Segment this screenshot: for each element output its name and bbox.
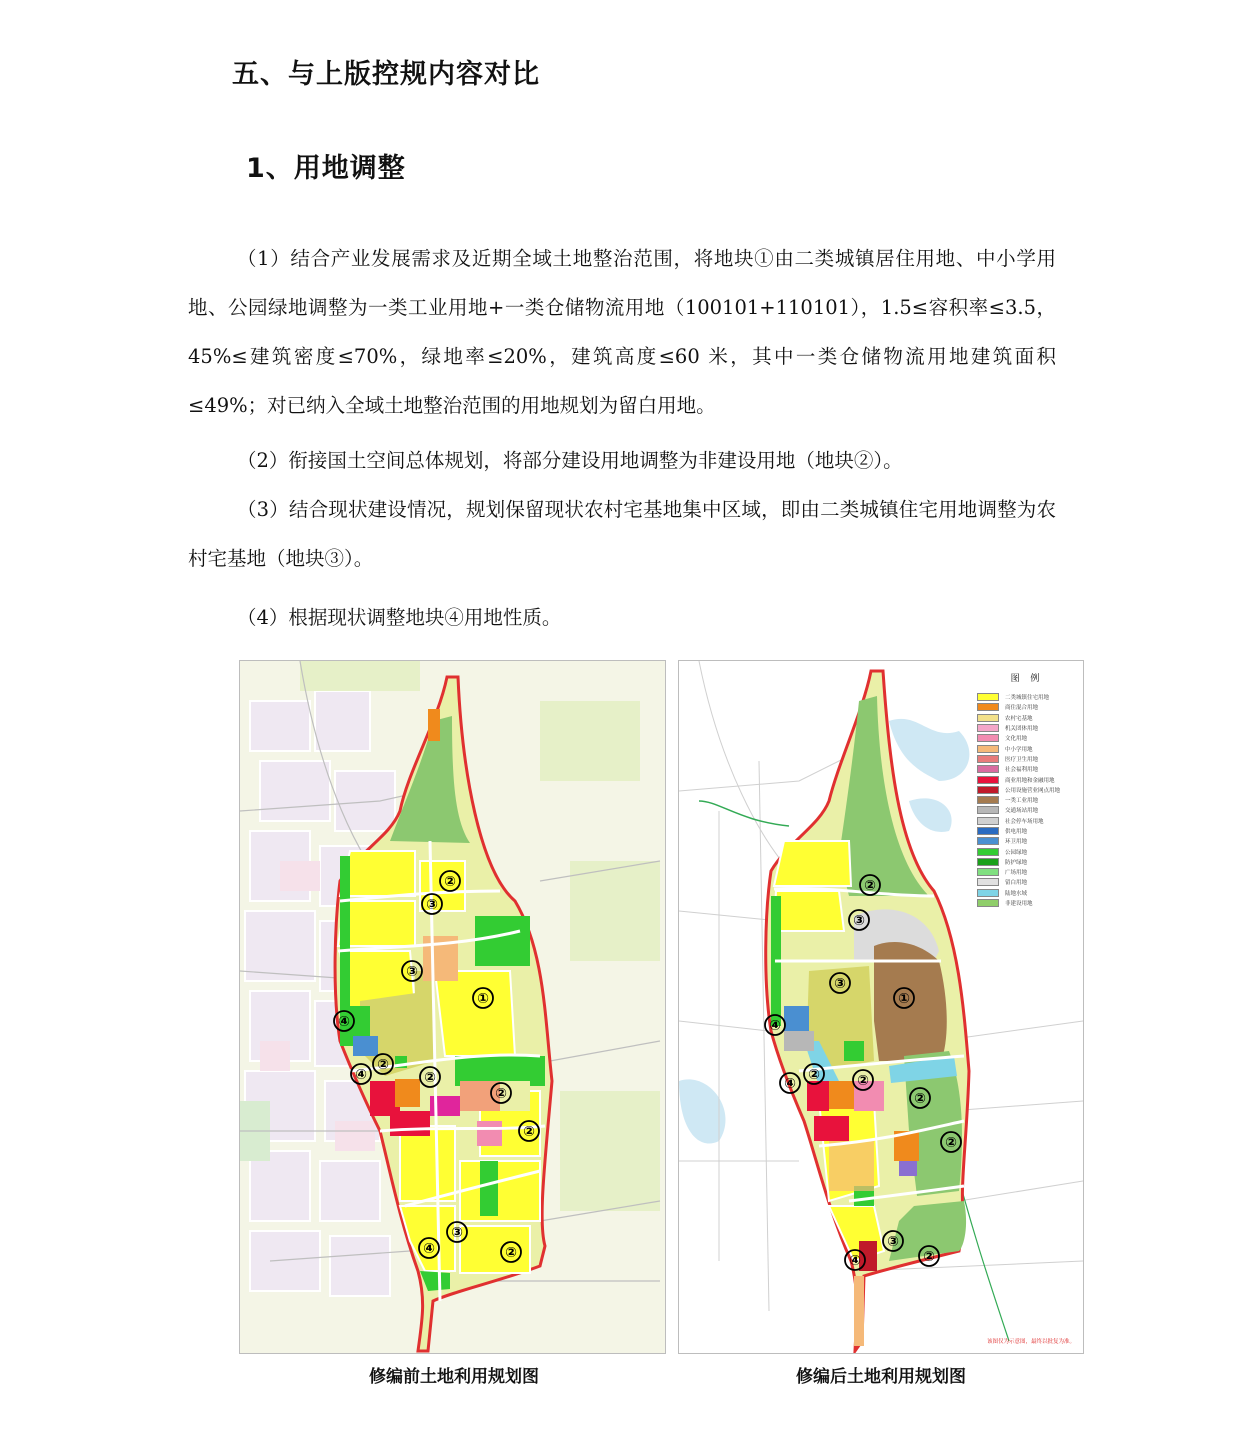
legend-item bbox=[977, 754, 1077, 764]
legend-swatch bbox=[977, 745, 999, 753]
marker-text: ④ bbox=[423, 1241, 435, 1257]
legend-item bbox=[977, 713, 1077, 723]
marker-text: ④ bbox=[338, 1014, 350, 1030]
marker-text: ② bbox=[377, 1057, 389, 1073]
marker-text: ③ bbox=[451, 1225, 463, 1241]
legend-label: 社会福利用地 bbox=[1005, 767, 1039, 774]
section-heading: 五、与上版控规内容对比 bbox=[232, 59, 540, 90]
legend-item bbox=[977, 877, 1077, 887]
legend-swatch bbox=[977, 776, 999, 784]
legend-item bbox=[977, 857, 1077, 867]
legend-label: 商业用地和金融用地 bbox=[1005, 777, 1055, 784]
marker-text: ② bbox=[914, 1091, 926, 1107]
legend-swatch bbox=[977, 714, 999, 722]
legend-label: 广场用地 bbox=[1005, 870, 1028, 877]
marker-text: ④ bbox=[769, 1018, 781, 1034]
paragraph-2: （2）衔接国土空间总体规划，将部分建设用地调整为非建设用地（地块②）。 bbox=[237, 449, 903, 472]
legend-title: 图 例 bbox=[1010, 674, 1044, 684]
marker-text: ② bbox=[808, 1067, 820, 1083]
caption-after: 修编后土地利用规划图 bbox=[796, 1367, 966, 1387]
map-before-svg bbox=[240, 661, 665, 1353]
legend-label: 二类城镇住宅用地 bbox=[1005, 695, 1050, 702]
legend-item bbox=[977, 805, 1077, 815]
legend-swatch bbox=[977, 693, 999, 701]
marker-text: ② bbox=[945, 1135, 957, 1151]
legend-item bbox=[977, 692, 1077, 702]
legend-swatch bbox=[977, 889, 999, 897]
legend-item bbox=[977, 826, 1077, 836]
marker-text: ③ bbox=[887, 1234, 899, 1250]
marker-text: ② bbox=[523, 1124, 535, 1140]
map-after-revision bbox=[678, 660, 1084, 1354]
legend-label: 农村宅基地 bbox=[1005, 715, 1033, 722]
legend-label: 环卫用地 bbox=[1005, 839, 1028, 846]
marker-text: ② bbox=[444, 874, 456, 890]
marker-text: ② bbox=[923, 1249, 935, 1265]
legend-label: 中小学用地 bbox=[1005, 746, 1033, 753]
legend-item bbox=[977, 836, 1077, 846]
legend-item bbox=[977, 785, 1077, 795]
map-legend bbox=[977, 671, 1077, 908]
marker-text: ② bbox=[857, 1073, 869, 1089]
legend-swatch bbox=[977, 806, 999, 814]
legend-label: 公园绿地 bbox=[1005, 849, 1028, 856]
marker-text: ④ bbox=[784, 1076, 796, 1092]
legend-swatch bbox=[977, 796, 999, 804]
legend-swatch bbox=[977, 817, 999, 825]
legend-swatch bbox=[977, 858, 999, 866]
marker-text: ① bbox=[898, 991, 910, 1007]
caption-before: 修编前土地利用规划图 bbox=[369, 1367, 539, 1387]
marker-text: ② bbox=[424, 1070, 436, 1086]
legend-label: 非建设用地 bbox=[1005, 901, 1033, 908]
marker-text: ② bbox=[505, 1245, 517, 1261]
legend-label: 防护绿地 bbox=[1005, 859, 1028, 866]
legend-label: 医疗卫生用地 bbox=[1005, 756, 1039, 763]
marker-text: ③ bbox=[406, 964, 418, 980]
marker-text: ④ bbox=[355, 1067, 367, 1083]
paragraph-4: （4）根据现状调整地块④用地性质。 bbox=[237, 606, 562, 629]
legend-swatch bbox=[977, 878, 999, 886]
map-before-revision bbox=[239, 660, 666, 1354]
legend-item bbox=[977, 898, 1077, 908]
map-after-svg bbox=[679, 661, 1083, 1353]
legend-label: 留白用地 bbox=[1005, 880, 1028, 887]
marker-text: ② bbox=[864, 878, 876, 894]
subsection-heading: 1、用地调整 bbox=[246, 153, 406, 184]
legend-list bbox=[977, 692, 1077, 908]
legend-swatch bbox=[977, 765, 999, 773]
legend-label: 商住混合用地 bbox=[1005, 705, 1039, 712]
paragraph-3: （3）结合现状建设情况，规划保留现状农村宅基地集中区域，即由二类城镇住宅用地调整为农村宅基地（地块③）。 bbox=[188, 498, 1056, 570]
legend-swatch bbox=[977, 755, 999, 763]
paragraph-1: （1）结合产业发展需求及近期全域土地整治范围，将地块①由二类城镇居住用地、中小学用地、公园绿地调整为一类工业用地+一类仓储物流用地（100101+110101），1.5≤容积率≤3.5，45%≤建筑密度≤70%，绿地率≤20%，建筑高度≤60 米，其中一类仓储物流用地建筑面积≤49%；对已纳入全域土地整治范围的用地规划为留白用地。 bbox=[188, 247, 1056, 417]
legend-swatch bbox=[977, 703, 999, 711]
legend-item bbox=[977, 816, 1077, 826]
marker-text: ③ bbox=[426, 897, 438, 913]
legend-swatch bbox=[977, 868, 999, 876]
legend-swatch bbox=[977, 724, 999, 732]
marker-text: ② bbox=[495, 1086, 507, 1102]
legend-item bbox=[977, 888, 1077, 898]
legend-item bbox=[977, 743, 1077, 753]
marker-text: ③ bbox=[853, 913, 865, 929]
legend-item bbox=[977, 764, 1077, 774]
legend-label: 机关团体用地 bbox=[1005, 726, 1039, 733]
legend-item bbox=[977, 774, 1077, 784]
map-note: 该图仅为示意图，最终以批复为准。 bbox=[986, 1339, 1075, 1345]
legend-swatch bbox=[977, 786, 999, 794]
legend-label: 社会停车场用地 bbox=[1005, 818, 1044, 825]
marker-text: ④ bbox=[849, 1253, 861, 1269]
legend-swatch bbox=[977, 734, 999, 742]
legend-label: 供电用地 bbox=[1005, 829, 1028, 835]
legend-label: 文化用地 bbox=[1005, 736, 1028, 743]
legend-label: 陆地水域 bbox=[1005, 890, 1028, 897]
legend-label: 交通场站用地 bbox=[1005, 808, 1039, 815]
legend-swatch bbox=[977, 899, 999, 907]
legend-item bbox=[977, 733, 1077, 743]
legend-item bbox=[977, 867, 1077, 877]
legend-item bbox=[977, 846, 1077, 856]
legend-swatch bbox=[977, 848, 999, 856]
legend-item bbox=[977, 795, 1077, 805]
legend-swatch bbox=[977, 827, 999, 835]
legend-label: 一类工业用地 bbox=[1005, 798, 1039, 805]
marker-text: ① bbox=[477, 991, 489, 1007]
legend-swatch bbox=[977, 837, 999, 845]
marker-text: ③ bbox=[834, 976, 846, 992]
legend-item bbox=[977, 723, 1077, 733]
legend-item bbox=[977, 702, 1077, 712]
legend-label: 公用设施营业网点用地 bbox=[1005, 787, 1061, 794]
